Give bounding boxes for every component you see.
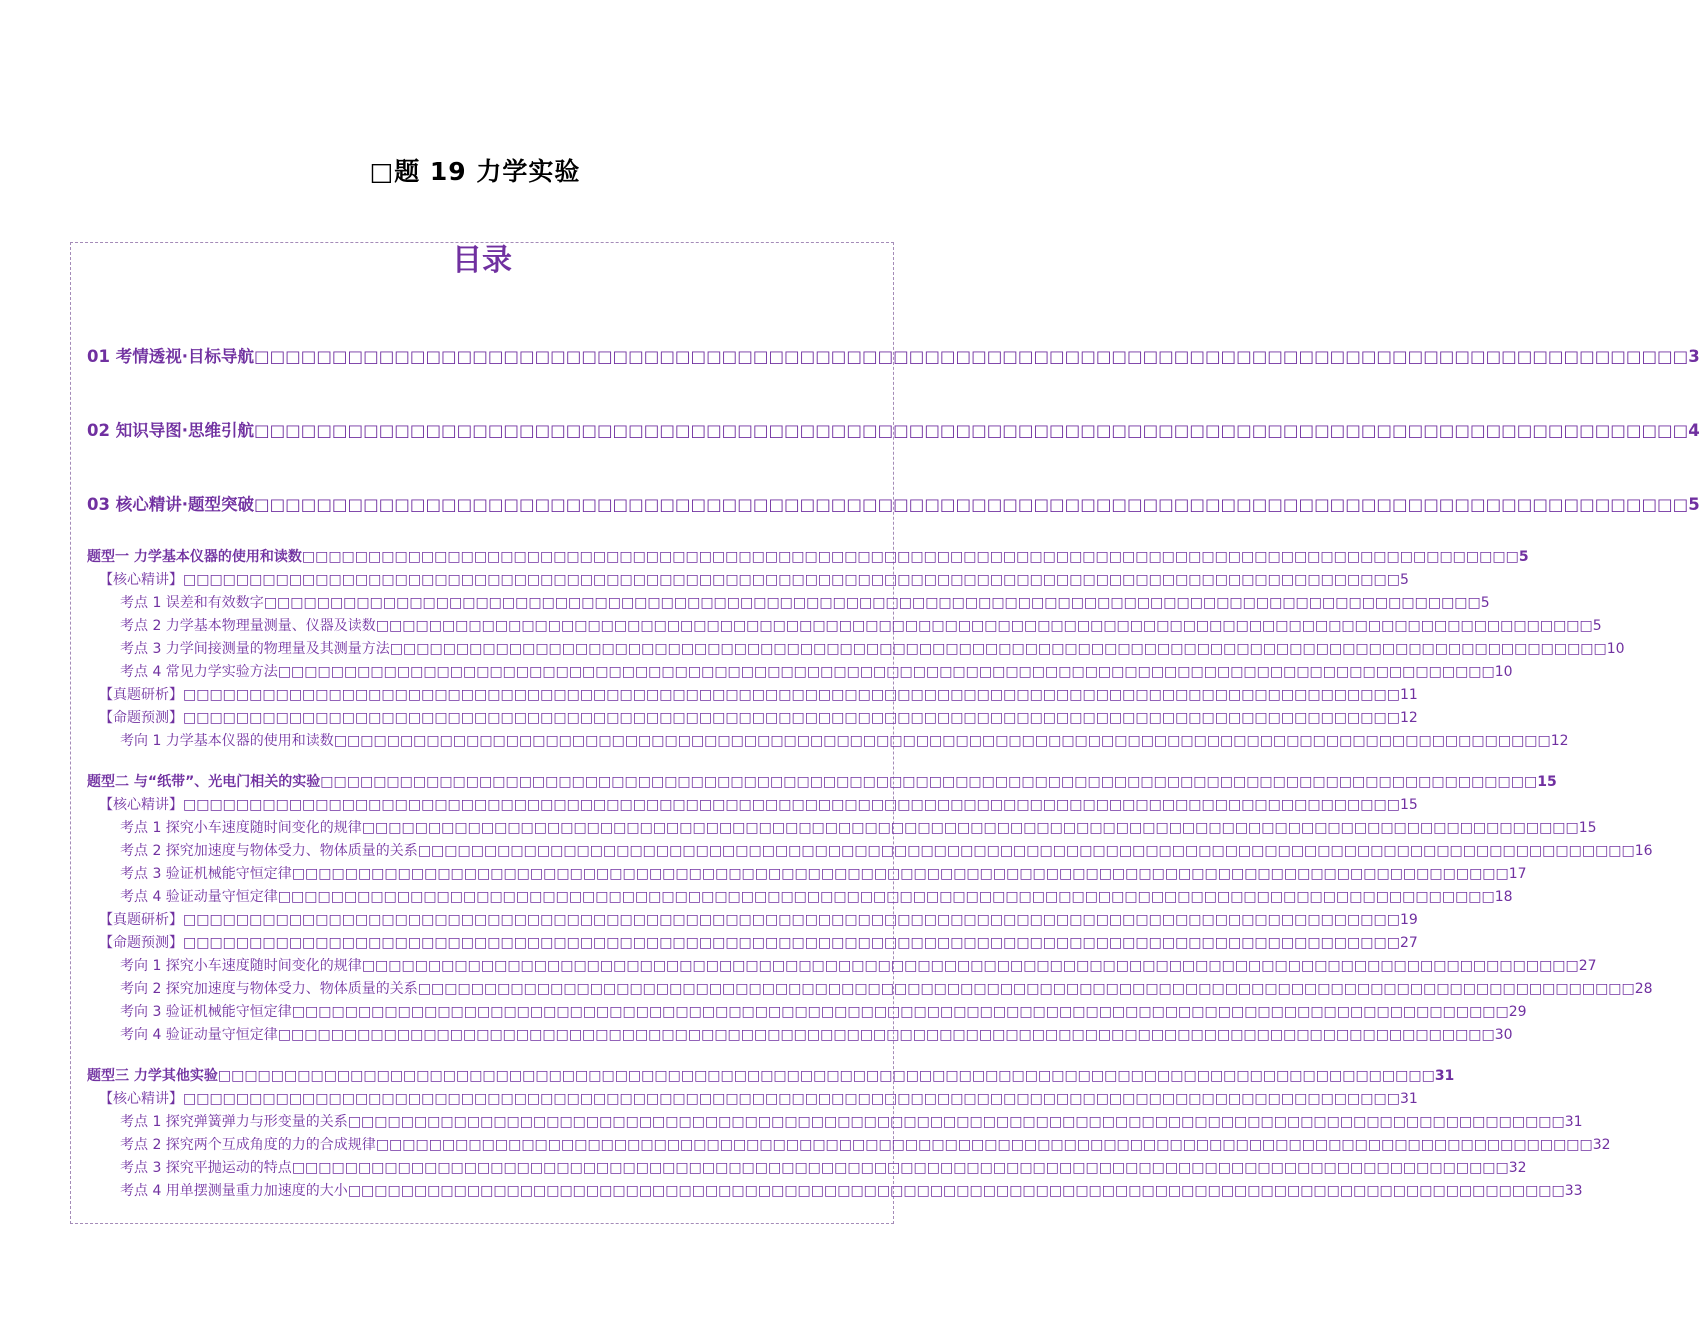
toc-entry-label: 【核心精讲】 [99,797,183,813]
toc-leader: □□□□□□□□□□□□□□□□□□□□□□□□□□□□□□□□□□□□□□□□□□□□□□□□□□□□□□□□□□□□□□□□□□□□□□□□□□□□□□□□□□□□□□□□□□□□ [277,664,1495,680]
toc-leader: □□□□□□□□□□□□□□□□□□□□□□□□□□□□□□□□□□□□□□□□□□□□□□□□□□□□□□□□□□□□□□□□□□□□□□□□□□□□□□□□□□□□□□□□□□□□ [361,958,1579,974]
toc-entry-page: 32 [1508,1160,1527,1176]
toc-entry-page: 15 [1399,797,1418,813]
toc-entry-page: 4 [1688,421,1700,440]
toc-entry-page: 5 [1688,495,1700,514]
toc-entry-label: 【命题预测】 [99,935,183,951]
toc-entry-label: 考点 1 探究弹簧弹力与形变量的关系 [120,1114,348,1130]
toc-entry[interactable] [71,771,1557,791]
toc-entry[interactable] [71,978,1653,998]
toc-entry[interactable] [71,615,1602,635]
toc-entry-page: 18 [1494,889,1513,905]
toc-leader: □□□□□□□□□□□□□□□□□□□□□□□□□□□□□□□□□□□□□□□□□□□□□□□□□□□□□□□□□□□□□□□□□□□□□□□□□□□□□□□□□□□□□□□□□□□□ [301,549,1519,565]
toc-entry[interactable] [71,417,1700,441]
toc-entry-label: 考点 2 探究两个互成角度的力的合成规律 [120,1137,376,1153]
toc-leader: □□□□□□□□□□□□□□□□□□□□□□□□□□□□□□□□□□□□□□□□□□□□□□□□□□□□□□□□□□□□□□□□□□□□□□□□□□□□□□□□□□□□□□□□□□□□ [253,421,1689,440]
toc-entry-page: 3 [1688,347,1700,366]
toc-entry-page: 5 [1518,549,1529,565]
toc-entry-label: 题型一 力学基本仪器的使用和读数 [87,549,302,565]
toc-entry-label: 考点 3 验证机械能守恒定律 [120,866,292,882]
toc-leader: □□□□□□□□□□□□□□□□□□□□□□□□□□□□□□□□□□□□□□□□□□□□□□□□□□□□□□□□□□□□□□□□□□□□□□□□□□□□□□□□□□□□□□□□□□□□ [320,774,1538,790]
toc-entry[interactable] [71,569,1409,589]
toc-leader: □□□□□□□□□□□□□□□□□□□□□□□□□□□□□□□□□□□□□□□□□□□□□□□□□□□□□□□□□□□□□□□□□□□□□□□□□□□□□□□□□□□□□□□□□□□□ [417,981,1635,997]
toc-entry-label: 考向 1 探究小车速度随时间变化的规律 [120,958,362,974]
table-of-contents [70,242,1700,1224]
toc-leader: □□□□□□□□□□□□□□□□□□□□□□□□□□□□□□□□□□□□□□□□□□□□□□□□□□□□□□□□□□□□□□□□□□□□□□□□□□□□□□□□□□□□□□□□□□□□ [375,618,1593,634]
toc-entry-label: 03 核心精讲·题型突破 [87,495,254,514]
toc-entry-page: 33 [1564,1183,1583,1199]
toc-leader: □□□□□□□□□□□□□□□□□□□□□□□□□□□□□□□□□□□□□□□□□□□□□□□□□□□□□□□□□□□□□□□□□□□□□□□□□□□□□□□□□□□□□□□□□□□□ [333,733,1551,749]
toc-entry-label: 考向 2 探究加速度与物体受力、物体质量的关系 [120,981,418,997]
toc-leader: □□□□□□□□□□□□□□□□□□□□□□□□□□□□□□□□□□□□□□□□□□□□□□□□□□□□□□□□□□□□□□□□□□□□□□□□□□□□□□□□□□□□□□□□□□□□ [361,820,1579,836]
toc-entry[interactable] [71,794,1418,814]
toc-leader: □□□□□□□□□□□□□□□□□□□□□□□□□□□□□□□□□□□□□□□□□□□□□□□□□□□□□□□□□□□□□□□□□□□□□□□□□□□□□□□□□□□□□□□□□□□□ [277,1027,1495,1043]
toc-entry[interactable] [71,684,1418,704]
toc-leader: □□□□□□□□□□□□□□□□□□□□□□□□□□□□□□□□□□□□□□□□□□□□□□□□□□□□□□□□□□□□□□□□□□□□□□□□□□□□□□□□□□□□□□□□□□□□ [263,595,1481,611]
toc-entry-page: 11 [1399,687,1418,703]
toc-leader: □□□□□□□□□□□□□□□□□□□□□□□□□□□□□□□□□□□□□□□□□□□□□□□□□□□□□□□□□□□□□□□□□□□□□□□□□□□□□□□□□□□□□□□□□□□□ [291,1160,1509,1176]
toc-entry-page: 10 [1494,664,1513,680]
toc-entry[interactable] [71,343,1700,367]
toc-entry-page: 15 [1537,774,1557,790]
toc-entry-label: 考点 1 探究小车速度随时间变化的规律 [120,820,362,836]
toc-entry-label: 考点 4 验证动量守恒定律 [120,889,278,905]
toc-entry[interactable] [71,1088,1418,1108]
toc-leader: □□□□□□□□□□□□□□□□□□□□□□□□□□□□□□□□□□□□□□□□□□□□□□□□□□□□□□□□□□□□□□□□□□□□□□□□□□□□□□□□□□□□□□□□□□□□ [183,572,1400,588]
toc-leader: □□□□□□□□□□□□□□□□□□□□□□□□□□□□□□□□□□□□□□□□□□□□□□□□□□□□□□□□□□□□□□□□□□□□□□□□□□□□□□□□□□□□□□□□□□□□ [253,495,1689,514]
toc-entry-label: 考点 2 力学基本物理量测量、仪器及读数 [120,618,376,634]
toc-entry-label: 考点 4 常见力学实验方法 [120,664,278,680]
toc-leader: □□□□□□□□□□□□□□□□□□□□□□□□□□□□□□□□□□□□□□□□□□□□□□□□□□□□□□□□□□□□□□□□□□□□□□□□□□□□□□□□□□□□□□□□□□□□ [375,1137,1593,1153]
toc-entry[interactable] [71,730,1569,750]
toc-entry-page: 32 [1592,1137,1611,1153]
toc-entry[interactable] [71,1134,1611,1154]
toc-leader: □□□□□□□□□□□□□□□□□□□□□□□□□□□□□□□□□□□□□□□□□□□□□□□□□□□□□□□□□□□□□□□□□□□□□□□□□□□□□□□□□□□□□□□□□□□□ [277,889,1495,905]
toc-entry[interactable] [71,491,1700,515]
toc-entry[interactable] [71,909,1418,929]
toc-entry[interactable] [71,592,1490,612]
toc-leader: □□□□□□□□□□□□□□□□□□□□□□□□□□□□□□□□□□□□□□□□□□□□□□□□□□□□□□□□□□□□□□□□□□□□□□□□□□□□□□□□□□□□□□□□□□□□ [291,1004,1509,1020]
toc-entry-page: 27 [1399,935,1418,951]
toc-entry-page: 15 [1578,820,1597,836]
toc-entry[interactable] [71,546,1529,566]
toc-entry-page: 5 [1399,572,1409,588]
toc-entry-label: 01 考情透视·目标导航 [87,347,254,366]
toc-entry-page: 17 [1508,866,1527,882]
toc-entry-label: 考向 3 验证机械能守恒定律 [120,1004,292,1020]
toc-leader: □□□□□□□□□□□□□□□□□□□□□□□□□□□□□□□□□□□□□□□□□□□□□□□□□□□□□□□□□□□□□□□□□□□□□□□□□□□□□□□□□□□□□□□□□□□□ [183,797,1400,813]
toc-entry-page: 27 [1578,958,1597,974]
toc-leader: □□□□□□□□□□□□□□□□□□□□□□□□□□□□□□□□□□□□□□□□□□□□□□□□□□□□□□□□□□□□□□□□□□□□□□□□□□□□□□□□□□□□□□□□□□□□ [347,1183,1565,1199]
toc-entry[interactable] [71,840,1653,860]
toc-entry-label: 考点 2 探究加速度与物体受力、物体质量的关系 [120,843,418,859]
toc-entry[interactable] [71,1001,1527,1021]
toc-entry-label: 考点 3 力学间接测量的物理量及其测量方法 [120,641,390,657]
toc-entry-page: 12 [1550,733,1569,749]
toc-leader: □□□□□□□□□□□□□□□□□□□□□□□□□□□□□□□□□□□□□□□□□□□□□□□□□□□□□□□□□□□□□□□□□□□□□□□□□□□□□□□□□□□□□□□□□□□□ [291,866,1509,882]
toc-leader: □□□□□□□□□□□□□□□□□□□□□□□□□□□□□□□□□□□□□□□□□□□□□□□□□□□□□□□□□□□□□□□□□□□□□□□□□□□□□□□□□□□□□□□□□□□□ [253,347,1689,366]
toc-entry[interactable] [71,932,1418,952]
toc-entry-label: 题型二 与“纸带”、光电门相关的实验 [87,774,321,790]
toc-entry-page: 5 [1480,595,1490,611]
toc-entry-page: 19 [1399,912,1418,928]
toc-leader: □□□□□□□□□□□□□□□□□□□□□□□□□□□□□□□□□□□□□□□□□□□□□□□□□□□□□□□□□□□□□□□□□□□□□□□□□□□□□□□□□□□□□□□□□□□□ [183,687,1400,703]
toc-entry-page: 28 [1634,981,1653,997]
toc-entry-label: 【真题研析】 [99,912,183,928]
toc-entry-label: 题型三 力学其他实验 [87,1068,218,1084]
toc-leader: □□□□□□□□□□□□□□□□□□□□□□□□□□□□□□□□□□□□□□□□□□□□□□□□□□□□□□□□□□□□□□□□□□□□□□□□□□□□□□□□□□□□□□□□□□□□ [417,843,1635,859]
toc-entry[interactable] [71,1111,1583,1131]
toc-entry-label: 【真题研析】 [99,687,183,703]
toc-entry[interactable] [71,955,1597,975]
toc-entry-label: 考点 3 探究平抛运动的特点 [120,1160,292,1176]
toc-entry-page: 16 [1634,843,1653,859]
toc-entry-label: 【命题预测】 [99,710,183,726]
toc-leader: □□□□□□□□□□□□□□□□□□□□□□□□□□□□□□□□□□□□□□□□□□□□□□□□□□□□□□□□□□□□□□□□□□□□□□□□□□□□□□□□□□□□□□□□□□□□ [183,1091,1400,1107]
toc-entry[interactable] [71,1180,1583,1200]
toc-entry-label: 考点 4 用单摆测量重力加速度的大小 [120,1183,348,1199]
toc-leader: □□□□□□□□□□□□□□□□□□□□□□□□□□□□□□□□□□□□□□□□□□□□□□□□□□□□□□□□□□□□□□□□□□□□□□□□□□□□□□□□□□□□□□□□□□□□ [183,710,1400,726]
toc-leader: □□□□□□□□□□□□□□□□□□□□□□□□□□□□□□□□□□□□□□□□□□□□□□□□□□□□□□□□□□□□□□□□□□□□□□□□□□□□□□□□□□□□□□□□□□□□ [347,1114,1565,1130]
toc-entry[interactable] [71,707,1418,727]
toc-leader: □□□□□□□□□□□□□□□□□□□□□□□□□□□□□□□□□□□□□□□□□□□□□□□□□□□□□□□□□□□□□□□□□□□□□□□□□□□□□□□□□□□□□□□□□□□□ [183,912,1400,928]
toc-entry-label: 考点 1 误差和有效数字 [120,595,264,611]
toc-entry-page: 10 [1606,641,1625,657]
toc-leader: □□□□□□□□□□□□□□□□□□□□□□□□□□□□□□□□□□□□□□□□□□□□□□□□□□□□□□□□□□□□□□□□□□□□□□□□□□□□□□□□□□□□□□□□□□□□ [183,935,1400,951]
toc-entry-label: 【核心精讲】 [99,1091,183,1107]
toc-entry[interactable] [71,886,1513,906]
toc-entry-label: 02 知识导图·思维引航 [87,421,254,440]
toc-entry-page: 30 [1494,1027,1513,1043]
toc-entry-label: 考向 1 力学基本仪器的使用和读数 [120,733,334,749]
toc-leader: □□□□□□□□□□□□□□□□□□□□□□□□□□□□□□□□□□□□□□□□□□□□□□□□□□□□□□□□□□□□□□□□□□□□□□□□□□□□□□□□□□□□□□□□□□□□ [217,1068,1435,1084]
toc-entry-page: 31 [1434,1068,1455,1084]
toc-heading: 目录 [452,243,512,278]
document-title: □题 19 力学实验 [369,157,581,186]
toc-entry-label: 考向 4 验证动量守恒定律 [120,1027,278,1043]
toc-entry[interactable] [71,1065,1455,1085]
toc-entry[interactable] [71,817,1597,837]
toc-entry[interactable] [71,1157,1527,1177]
toc-entry[interactable] [71,661,1513,681]
toc-entry-page: 29 [1508,1004,1527,1020]
toc-entry[interactable] [71,638,1625,658]
toc-entry-page: 12 [1399,710,1418,726]
toc-entry[interactable] [71,863,1527,883]
toc-leader: □□□□□□□□□□□□□□□□□□□□□□□□□□□□□□□□□□□□□□□□□□□□□□□□□□□□□□□□□□□□□□□□□□□□□□□□□□□□□□□□□□□□□□□□□□□□ [389,641,1607,657]
toc-entry-page: 31 [1399,1091,1418,1107]
toc-entry-page: 31 [1564,1114,1583,1130]
toc-entry-page: 5 [1592,618,1602,634]
toc-entry-label: 【核心精讲】 [99,572,183,588]
toc-entry[interactable] [71,1024,1513,1044]
